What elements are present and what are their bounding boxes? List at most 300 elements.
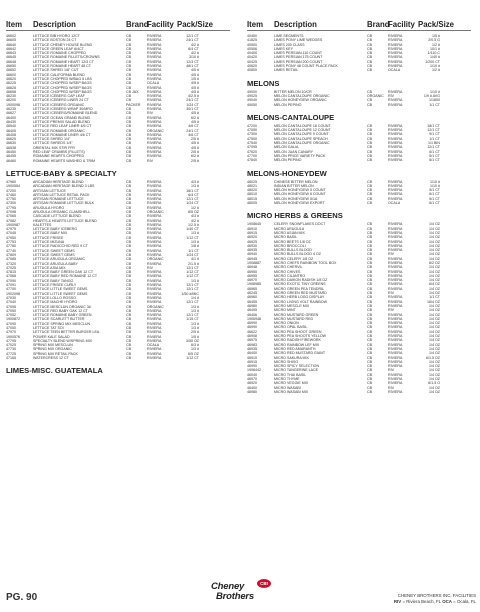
- item-brand: CB: [367, 149, 372, 154]
- item-facility: RIVIERA: [147, 317, 162, 322]
- item-brand: CB: [126, 334, 131, 339]
- item-pack-size: 1/4 OZ: [429, 230, 440, 235]
- item-facility: RIVIERA: [147, 72, 162, 77]
- item-facility: RIV: [388, 385, 394, 390]
- item-number: 1900576: [6, 334, 20, 339]
- item-number: 47795: [6, 205, 16, 210]
- item-pack-size: 1/12 CT: [186, 235, 199, 240]
- item-pack-size: 6/2 OZ: [429, 260, 440, 265]
- item-number: 46975: [247, 338, 257, 343]
- item-number: 47082: [6, 218, 16, 223]
- item-facility: RIVIERA: [147, 300, 162, 305]
- item-brand: CB: [126, 278, 131, 283]
- item-brand: CB: [126, 132, 131, 137]
- item-pack-size: 4/6 CT: [188, 132, 199, 137]
- item-description: MICRO CELERY 1/8 OZ: [274, 256, 314, 261]
- item-facility: RIVIERA: [388, 158, 403, 163]
- header-pack-size: Pack/Size: [418, 20, 454, 29]
- item-description: LETTUCE BABY GREEN OAK 12 CT: [33, 270, 94, 275]
- item-brand: CB: [367, 42, 372, 47]
- item-description: LETTUCE FRISEE CURLY: [33, 283, 77, 288]
- item-brand: CB: [126, 300, 131, 305]
- item-pack-size: 1/5 #: [191, 334, 199, 339]
- item-pack-size: 2/5 #: [191, 137, 199, 142]
- item-description: LETTUCE LITTLE SWEET GEMS: [33, 287, 88, 292]
- item-description: LIMES RETAIL: [274, 68, 299, 73]
- item-number: 40500: [247, 42, 257, 47]
- item-description: MICRO GREEN RED MUSTARD: [274, 291, 327, 296]
- item-facility: RIVIERA: [388, 351, 403, 356]
- item-brand: CB: [126, 55, 131, 60]
- item-brand: CB: [367, 235, 372, 240]
- item-description: LETTUCE SHREDS 1/4": [33, 141, 73, 146]
- item-pack-size: 1/4 OZ: [429, 291, 440, 296]
- item-brand: CB: [126, 59, 131, 64]
- item-number: 46400: [247, 385, 257, 390]
- item-brand: CB: [367, 260, 372, 265]
- item-pack-size: 12/3 CT: [186, 59, 199, 64]
- item-pack-size: 1/4 OZ: [429, 329, 440, 334]
- item-pack-size: 6/1 CT: [429, 149, 440, 154]
- item-pack-size: 1/4 OZ: [429, 312, 440, 317]
- column-header: [6, 18, 230, 31]
- item-description: MICRO ARUGULA: [274, 226, 305, 231]
- item-facility: RIVIERA: [388, 389, 403, 394]
- item-pack-size: 1/4 OZ: [429, 359, 440, 364]
- item-number: 47700: [247, 153, 257, 158]
- item-description: LETTUCE CHOPPED W/SEP BAGS: [33, 89, 92, 94]
- item-facility: RIVIERA: [147, 137, 162, 142]
- item-facility: RIVIERA: [388, 149, 403, 154]
- item-brand: CB: [126, 201, 131, 206]
- item-pack-size: 1/4 OZ: [429, 338, 440, 343]
- item-number: 46935: [247, 248, 257, 253]
- item-description: MELON HONEYDEW 6 COUNT: [274, 192, 326, 197]
- item-pack-size: 1/40 CT: [186, 227, 199, 232]
- item-description: LETTUCE ICEBERG CAP LEAF: [33, 94, 85, 99]
- item-pack-size: 3/10 #: [189, 55, 199, 60]
- item-pack-size: 1/4 OZ: [429, 248, 440, 253]
- item-facility: RIVIERA: [147, 321, 162, 326]
- item-pack-size: 1/1 CT: [429, 136, 440, 141]
- item-facility: RIVIERA: [388, 377, 403, 381]
- item-description: ARTISAN LETTUCE RETAIL PACK: [33, 192, 90, 197]
- item-description: LETTUCE SWEET GEMS: [33, 248, 75, 253]
- item-number: 48010: [247, 192, 257, 197]
- item-number: 46225: [6, 81, 16, 86]
- item-description: MICRO BULLS BLOOD: [274, 248, 312, 253]
- item-description: LETTUCE RED BABY OAK 12 CT: [33, 308, 88, 313]
- item-pack-size: 6/1 CT: [429, 192, 440, 197]
- item-pack-size: 1/10 #: [430, 89, 440, 94]
- item-number: 46960: [247, 295, 257, 300]
- item-number: 47050: [247, 128, 257, 133]
- item-description: LIMES PERSIAN 175 COUNT: [274, 55, 323, 60]
- item-number: 47091: [6, 283, 16, 288]
- item-facility: RIVIERA: [147, 64, 162, 69]
- item-facility: RIVIERA: [147, 227, 162, 232]
- item-number: 1908985: [247, 282, 261, 287]
- item-facility: RIVIERA: [147, 107, 162, 112]
- item-brand: CB: [367, 196, 372, 201]
- item-description: POWER KALE SALAD: [33, 334, 70, 339]
- item-brand: CB: [126, 222, 131, 227]
- item-description: MICRO SHISO: [274, 359, 299, 364]
- item-facility: RIVIERA: [147, 154, 162, 159]
- item-number: 1906948: [247, 316, 261, 321]
- item-pack-size: 1/24 CT: [186, 201, 199, 206]
- item-description: MELON HONEYDEW ORGANIC: [274, 98, 327, 103]
- item-number: 47950: [6, 235, 16, 240]
- item-number: 46948: [247, 265, 257, 270]
- item-brand: CB: [367, 51, 372, 56]
- item-number: 40450: [247, 34, 257, 38]
- item-pack-size: 12/1 CT: [186, 300, 199, 305]
- item-brand: CB: [367, 282, 372, 287]
- item-facility: RIVIERA: [388, 278, 403, 283]
- item-pack-size: 1/4 OZ: [429, 265, 440, 270]
- item-description: LETTUCE ARUGULA BABY: [33, 261, 78, 266]
- item-pack-size: 1/2 #: [432, 42, 440, 47]
- item-number: 1902098: [6, 291, 20, 296]
- item-pack-size: 6/1.5 O: [428, 381, 440, 386]
- item-brand: CB: [367, 179, 372, 184]
- item-facility: RIVIERA: [388, 123, 403, 128]
- item-number: 49050: [247, 102, 257, 107]
- item-description: SPECIALTY BLEND W/SPRING MIX: [33, 338, 92, 343]
- section-title: MELONS: [247, 78, 280, 88]
- item-facility: RIVIERA: [147, 261, 162, 266]
- item-facility: RIVIERA: [147, 184, 162, 189]
- column-header: [247, 18, 471, 31]
- item-pack-size: 12/1 CT: [186, 34, 199, 38]
- item-description: LIMES PERSIAN 110 COUNT: [274, 51, 323, 56]
- item-facility: RIVIERA: [388, 136, 403, 141]
- item-brand: CB: [367, 291, 372, 296]
- item-pack-size: 1/4 OZ: [429, 303, 440, 308]
- item-brand: CB: [126, 270, 131, 275]
- item-number: 47970: [6, 330, 16, 335]
- item-brand: CB: [367, 334, 372, 339]
- item-brand: CB: [126, 252, 131, 257]
- item-number: 46455: [6, 154, 16, 159]
- item-facility: RIVIERA: [388, 34, 403, 38]
- item-brand: CB: [126, 235, 131, 240]
- table-row: [6, 159, 230, 163]
- item-number: 46200: [6, 98, 16, 103]
- item-number: 46950: [247, 269, 257, 274]
- item-brand: CB: [126, 184, 131, 189]
- item-description: MELON PEPINO: [274, 158, 302, 163]
- item-facility: RIVIERA: [147, 94, 162, 99]
- header-item: Item: [6, 20, 23, 29]
- item-facility: RIVIERA: [388, 316, 403, 321]
- logo-badge-icon: CBI: [257, 579, 271, 588]
- item-brand: CB: [126, 192, 131, 197]
- item-pack-size: 1/4 OZ: [429, 222, 440, 227]
- item-number: 46245: [247, 291, 257, 296]
- item-facility: RIVIERA: [388, 329, 403, 334]
- item-number: 47700: [6, 287, 16, 292]
- item-pack-size: 4/1 #: [191, 257, 199, 262]
- item-pack-size: 2/5 #: [191, 158, 199, 163]
- item-pack-size: 1/4 OZ: [429, 385, 440, 390]
- item-facility: OCALA: [147, 81, 160, 86]
- item-number: 48021: [247, 183, 257, 188]
- item-brand: CB: [126, 257, 131, 262]
- item-facility: RIVIERA: [388, 192, 403, 197]
- item-facility: RIVIERA: [388, 239, 403, 244]
- item-description: LETTUCE CHOPPED W/SEP BAGS: [33, 81, 92, 86]
- item-facility: RIVIERA: [147, 124, 162, 129]
- item-brand: CB: [367, 128, 372, 133]
- item-brand: CB: [126, 274, 131, 279]
- item-facility: RIVIERA: [388, 183, 403, 188]
- item-number: 48020: [247, 188, 257, 193]
- item-brand: CB: [126, 291, 131, 296]
- item-brand: CB: [367, 248, 372, 253]
- item-description: ROMAINE HEARTS WASHED & TRIM: [33, 158, 96, 163]
- item-number: 47050: [6, 308, 16, 313]
- item-brand: CB: [126, 81, 131, 86]
- item-brand: CB: [367, 351, 372, 356]
- item-brand: CB: [367, 141, 372, 146]
- item-number: 46658: [6, 89, 16, 94]
- item-brand: CB: [126, 46, 131, 51]
- item-description: LIMES 200 CLASS: [274, 42, 305, 47]
- item-brand: CB: [367, 372, 372, 377]
- item-brand: CB: [126, 351, 131, 356]
- item-number: 47460: [6, 192, 16, 197]
- item-description: MICRO SPICY SELECTION: [274, 364, 320, 369]
- item-description: MELON CANTALOUPE ORGANIC: [274, 93, 330, 98]
- item-pack-size: 18/1 CT: [427, 123, 440, 128]
- item-number: 47025: [6, 265, 16, 270]
- item-number: 46910: [247, 226, 257, 231]
- item-brand: CB: [367, 55, 372, 60]
- item-brand: CB: [126, 326, 131, 330]
- item-brand: CB: [367, 59, 372, 64]
- item-facility: RIVIERA: [388, 338, 403, 343]
- item-pack-size: 1/4 OZ: [429, 342, 440, 347]
- item-facility: RIVIERA: [388, 51, 403, 56]
- item-number: 49040: [247, 98, 257, 103]
- item-pack-size: 1/200 CT: [425, 59, 440, 64]
- item-pack-size: 4/5 #: [191, 72, 199, 77]
- item-facility: RIVIERA: [388, 248, 403, 253]
- item-description: LIME SEGMENTS: [274, 34, 304, 38]
- item-number: 47540: [247, 141, 257, 146]
- item-pack-size: 4/5 #: [191, 111, 199, 116]
- item-description: MELON PRICE VARIETY PACK: [274, 153, 326, 158]
- item-number: 40420: [247, 55, 257, 60]
- item-description: ARTISAN ROMAINE LETTUCE BULK: [33, 201, 95, 206]
- header-brand: Brand: [367, 20, 390, 29]
- item-facility: RIVIERA: [147, 278, 162, 283]
- item-description: MELON CANTALOUPE 12 COUNT: [274, 128, 331, 133]
- item-pack-size: 4/2 #: [191, 51, 199, 56]
- item-number: 49025: [247, 93, 257, 98]
- item-brand: CB: [126, 158, 131, 163]
- item-pack-size: 1/10 #: [430, 64, 440, 69]
- item-facility: RIVIERA: [147, 55, 162, 60]
- item-description: MICRO BROCCOLI: [274, 243, 306, 248]
- item-facility: RIVIERA: [147, 334, 162, 339]
- item-brand: CB: [126, 111, 131, 116]
- item-description: LIMES PERSIAN 200 COUNT: [274, 59, 323, 64]
- item-description: MICRO WASABI MIX: [274, 389, 309, 394]
- item-brand: CB: [367, 132, 372, 137]
- item-brand: CB: [367, 312, 372, 317]
- item-number: 46652: [6, 68, 16, 73]
- item-description: LETTUCE ICEBERG WRAP 30/MRO: [33, 107, 93, 112]
- item-description: SPRING MIX MESCLUN: [33, 343, 73, 348]
- item-facility: ORGANIC: [147, 304, 164, 309]
- item-facility: RIVIERA: [388, 334, 403, 339]
- item-brand: CB: [367, 34, 372, 38]
- item-description: LETTUCE ICEBERG/ROMAINE BLEND: [33, 111, 98, 116]
- item-number: 46643: [6, 51, 16, 56]
- item-pack-size: 1/1 BIN: [428, 141, 440, 146]
- item-pack-size: 1/110 C: [427, 51, 440, 56]
- item-description: LETTUCE BABY MIX: [33, 231, 68, 236]
- item-description: MICRO CILANTRO: [274, 273, 306, 278]
- item-brand: CB: [367, 188, 372, 193]
- item-number: 47090: [6, 278, 16, 283]
- item-number: 47200: [6, 188, 16, 193]
- item-pack-size: 6/2 #: [191, 154, 199, 159]
- item-number: 46970: [247, 278, 257, 283]
- item-pack-size: 1/1 CT: [429, 102, 440, 107]
- item-facility: RIVIERA: [388, 269, 403, 274]
- item-number: 46645: [6, 55, 16, 60]
- item-pack-size: 12/1 CT: [427, 128, 440, 133]
- item-description: LETTUCE BOSTON 24 CT: [33, 38, 77, 43]
- item-pack-size: 12/1 CT: [186, 197, 199, 202]
- item-pack-size: 4/2 #: [191, 218, 199, 223]
- item-facility: RIVIERA: [388, 64, 403, 69]
- item-facility: RIVIERA: [388, 256, 403, 261]
- item-facility: RIVIERA: [388, 381, 403, 386]
- item-pack-size: 1/4 OZ: [429, 346, 440, 351]
- item-facility: ORGANIC: [147, 209, 164, 214]
- item-pack-size: 1/4 OZ: [429, 252, 440, 257]
- item-facility: RIVIERA: [388, 303, 403, 308]
- header-item: Item: [247, 20, 264, 29]
- item-brand: CB: [367, 68, 372, 73]
- item-facility: RIVIERA: [147, 89, 162, 94]
- item-pack-size: 1/10 #: [430, 183, 440, 188]
- item-brand: CB: [367, 243, 372, 248]
- item-brand: CB: [126, 150, 131, 155]
- item-facility: RIVIERA: [388, 243, 403, 248]
- item-facility: RIVIERA: [147, 356, 162, 361]
- item-facility: RIVIERA: [147, 231, 162, 236]
- item-brand: CB: [126, 38, 131, 43]
- item-number: 46915: [247, 230, 257, 235]
- legend-riv-code: RIV: [393, 599, 402, 604]
- item-brand: CB: [367, 222, 372, 227]
- item-description: LETTUCE BABY ICEBERG: [33, 227, 78, 232]
- item-brand: CB: [367, 329, 372, 334]
- item-pack-size: 1/24 CT: [186, 102, 199, 107]
- item-number: 46400: [247, 351, 257, 356]
- item-facility: RIVIERA: [147, 192, 162, 197]
- item-brand: CB: [367, 89, 372, 94]
- item-brand: CB: [367, 183, 372, 188]
- item-description: LETTUCE BIB HYDRO 12CT: [33, 34, 80, 38]
- item-description: MICRO TANGERINE LACE: [274, 368, 318, 373]
- item-facility: RIVIERA: [147, 252, 162, 257]
- item-brand: CB: [126, 265, 131, 270]
- item-facility: RIVIERA: [147, 218, 162, 223]
- item-facility: RIVIERA: [388, 265, 403, 270]
- item-description: MICRO VEGGIE MIX: [274, 381, 309, 386]
- item-number: 46910: [247, 355, 257, 360]
- item-pack-size: 1/2 #: [191, 205, 199, 210]
- item-description: LETTUCE MACHE HYDRO: [33, 300, 78, 305]
- item-number: 1900098: [6, 102, 20, 107]
- item-description: MICRO RADISH FIREWORK: [274, 338, 321, 343]
- item-description: LETTUCE CHENEY HOUSE BLEND: [33, 42, 93, 47]
- item-brand: CB: [367, 286, 372, 291]
- item-description: INDIAN BITTER MELON: [274, 183, 314, 188]
- item-brand: CB: [367, 273, 372, 278]
- item-number: 47730: [6, 347, 16, 352]
- section-title: MELONS-CANTALOUPE: [247, 112, 335, 122]
- item-brand: CB: [126, 188, 131, 193]
- item-number: 46040: [247, 372, 257, 377]
- item-pack-size: 5/1 CT: [429, 196, 440, 201]
- item-number: 46925: [247, 239, 257, 244]
- item-description: ROMAINE HEARTS CHOPPED: [33, 154, 85, 159]
- item-description: MICRO PEA SHOOT GREEN: [274, 329, 322, 334]
- item-pack-size: 1/4 OZ: [429, 286, 440, 291]
- item-brand: CB: [367, 153, 372, 158]
- item-description: MICRO THAI BASIL: [274, 372, 307, 377]
- item-pack-size: 1/4 OZ: [429, 377, 440, 381]
- item-number: 46430: [6, 119, 16, 124]
- item-brand: CB: [367, 278, 372, 283]
- item-pack-size: 1/4 OZ: [429, 308, 440, 313]
- item-number: 46945: [247, 256, 257, 261]
- header-description: Description: [274, 20, 317, 29]
- page-number: PG. 90: [6, 592, 38, 603]
- item-description: LETTUCE SPRING MIX MESCLUN: [33, 321, 91, 326]
- item-facility: RIVIERA: [388, 128, 403, 133]
- item-facility: RIVIERA: [147, 205, 162, 210]
- item-number: 40620: [247, 64, 257, 69]
- item-pack-size: 16/1 CT: [186, 188, 199, 193]
- facility-legend-title: CHENEY BROTHERS INC. FACILITIES: [397, 593, 476, 598]
- item-description: MELON GALIA: [274, 145, 299, 150]
- item-description: MICRO ASIAN MIX: [274, 230, 305, 235]
- item-number: 47300: [6, 201, 16, 206]
- item-facility: RIVIERA: [147, 179, 162, 184]
- section-title: MELONS-HONEYDEW: [247, 168, 327, 178]
- item-description: MELON JUAN CANARY: [274, 149, 314, 154]
- item-number: 48025: [247, 179, 257, 184]
- item-pack-size: 1/12 CT: [186, 270, 199, 275]
- item-description: LETTUCE TEEN BETTER BURGER LEA: [33, 330, 100, 335]
- item-pack-size: 2/5 #: [191, 150, 199, 155]
- item-facility: RIVIERA: [147, 145, 162, 150]
- item-number: 46620: [6, 76, 16, 81]
- item-brand: CB JAX: [126, 89, 139, 94]
- item-description: MICRO SAKURA MIX: [274, 355, 309, 360]
- item-description: LETTUCE ROMAINE ORGANIC: [33, 128, 85, 133]
- item-facility: RIVIERA: [388, 188, 403, 193]
